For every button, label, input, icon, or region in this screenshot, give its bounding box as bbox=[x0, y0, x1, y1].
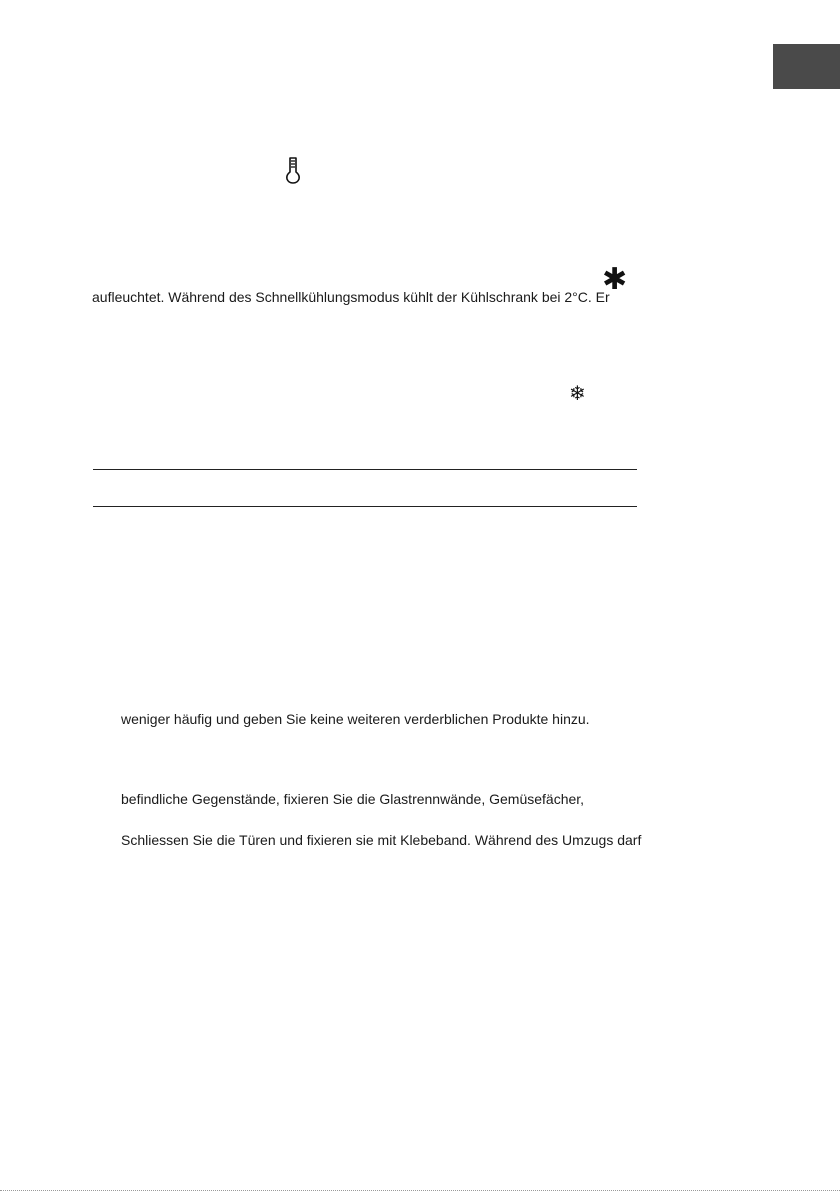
list-item-text: befindliche Gegenstände, fixieren Sie die Glastrennwände, Gemüsefächer, bbox=[121, 791, 585, 807]
divider bbox=[93, 506, 637, 507]
thermometer-icon bbox=[284, 156, 302, 184]
divider bbox=[93, 469, 637, 470]
asterisk-icon: ✱ bbox=[602, 262, 628, 297]
list-item-text: weniger häufig und geben Sie keine weiteren verderblichen Produkte hinzu. bbox=[121, 711, 590, 727]
language-tab bbox=[773, 44, 840, 89]
paragraph-line: aufleuchtet. Während des Schnellkühlungsmodus kühlt der Kühlschrank bei 2°C. Er bbox=[92, 289, 610, 305]
list-item-text: Schliessen Sie die Türen und fixieren sie mit Klebeband. Während des Umzugs darf bbox=[121, 832, 642, 848]
snowflake-icon: ❄ bbox=[569, 381, 586, 405]
page-edge bbox=[0, 1190, 840, 1191]
